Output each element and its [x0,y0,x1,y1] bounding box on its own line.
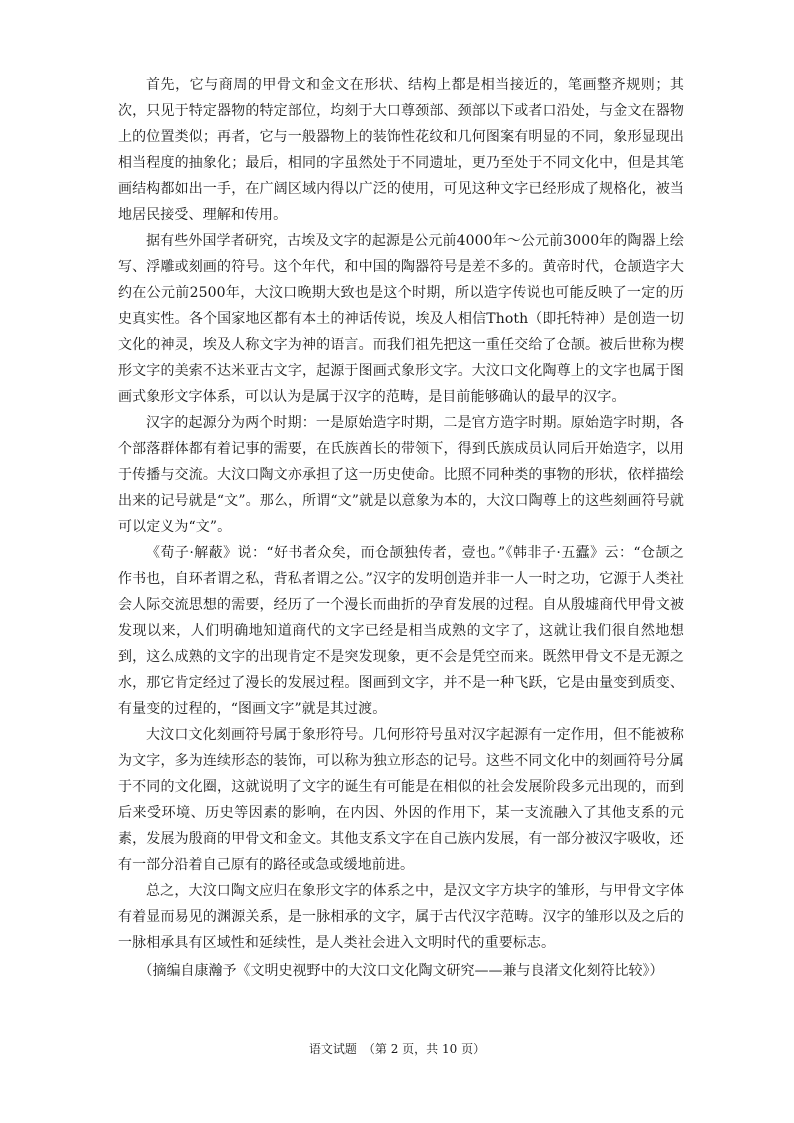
paragraph-6: 总之，大汶口陶文应归在象形文字的体系之中，是汉文字方块字的雏形，与甲骨文字体有着显而易见的渊源关系，是一脉相承的文字，属于古代汉字范畴。汉字的雏形以及之后的一脉相承具有区域性和延续性，是人类社会进入文明时代的重要标志。 [118,883,684,951]
paragraph-5: 大汶口文化刻画符号属于象形符号。几何形符号虽对汉字起源有一定作用，但不能被称为文字，多为连续形态的装饰，可以称为独立形态的记号。这些不同文化中的刻画符号分属于不同的文化圈，这就说明了文字的诞生有可能是在相似的社会发展阶段多元出现的，而到后来受环境、历史等因素的影响，在内因、外因的作用下，某一支流融入了其他支系的元素，发展为殷商的甲骨文和金文。其他支系文字在自己族内发展，有一部分被汉字吸收，还有一部分沿着自己原有的路径或急或缓地前进。 [118,727,684,873]
page-footer: 语文试题 （第 2 页，共 10 页） [308,1042,486,1056]
article-body [118,72,684,984]
source-citation: （摘编自康瀚予《文明史视野中的大汶口文化陶文研究——兼与良渚文化刻符比较》） [138,963,664,979]
paragraph-2: 据有些外国学者研究，古埃及文字的起源是公元前4000年～公元前3000年的陶器上绘写、浮雕或刻画的符号。这个年代，和中国的陶器符号是差不多的。黄帝时代，仓颉造字大约在公元前2500年，大汶口晚期大致也是这个时期，所以造字传说也可能反映了一定的历史真实性。各个国家地区都有本土的神话传说，埃及人相信Thoth（即托特神）是创造一切文化的神灵，埃及人称文字为神的语言。而我们祖先把这一重任交给了仓颉。被后世称为楔形文字的美索不达米亚古文字，起源于图画式象形文字。大汶口文化陶尊上的文字也属于图画式象形文字体系，可以认为是属于汉字的范畴，是目前能够确认的最早的汉字。 [118,233,684,405]
paragraph-1: 首先，它与商周的甲骨文和金文在形状、结构上都是相当接近的，笔画整齐规则；其次，只见于特定器物的特定部位，均刻于大口尊颈部、颈部以下或者口沿处，与金文在器物上的位置类似；再者，它与一般器物上的装饰性花纹和几何图案有明显的不同，象形显现出相当程度的抽象化；最后，相同的字虽然处于不同遗址，更乃至处于不同文化中，但是其笔画结构都如出一手，在广阔区域内得以广泛的使用，可见这种文字已经形成了规格化，被当地居民接受、理解和传用。 [118,77,684,223]
paragraph-3: 汉字的起源分为两个时期：一是原始造字时期，二是官方造字时期。原始造字时期，各个部落群体都有着记事的需要，在氏族酋长的带领下，得到氏族成员认同后开始造字，以用于传播与交流。大汶口陶文亦承担了这一历史使命。比照不同种类的事物的形状，依样描绘出来的记号就是“文”。那么，所谓“文”就是以意象为本的，大汶口陶尊上的这些刻画符号就可以定义为“文”。 [118,415,684,535]
paragraph-4: 《荀子·解蔽》说：“好书者众矣，而仓颉独传者，壹也。”《韩非子·五蠹》云：“仓颉之作书也，自环者谓之私，背私者谓之公。”汉字的发明创造并非一人一时之功，它源于人类社会人际交流思想的需要，经历了一个漫长而曲折的孕育发展的过程。自从殷墟商代甲骨文被发现以来，人们明确地知道商代的文字已经是相当成熟的文字了，这就让我们很自然地想到，这么成熟的文字的出现肯定不是突发现象，更不会是凭空而来。既然甲骨文不是无源之水，那它肯定经过了漫长的发展过程。图画到文字，并不是一种飞跃，它是由量变到质变、有量变的过程的，“图画文字”就是其过渡。 [118,545,684,717]
